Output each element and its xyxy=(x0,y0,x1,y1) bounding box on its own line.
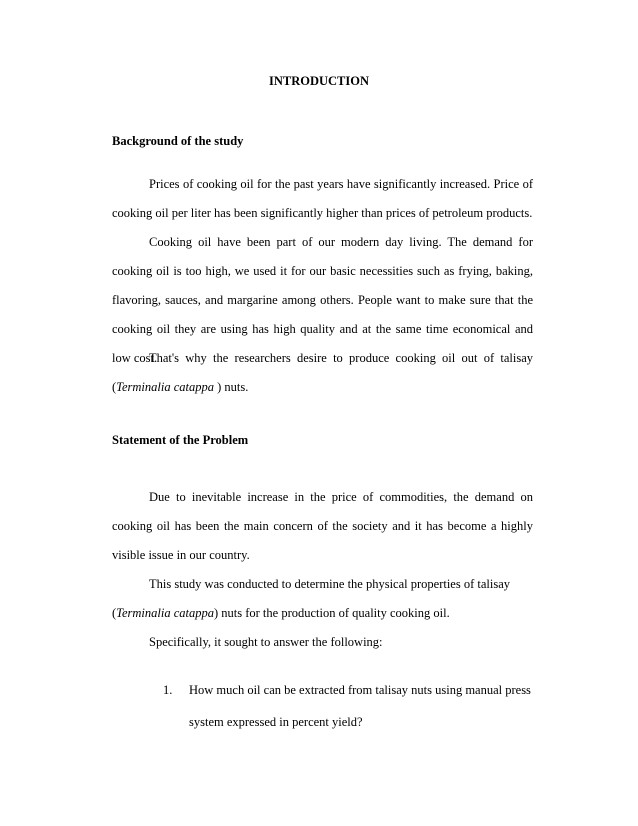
paragraph-researchers-text: That's why the researchers desire to produce cooking oil out of talisay ( xyxy=(112,351,533,394)
list-item xyxy=(163,674,543,738)
question-list xyxy=(163,674,543,738)
paragraph-study-line1: This study was conducted to determine the physical properties of talisay xyxy=(149,577,511,591)
paragraph-demand: Cooking oil have been part of our modern day living. The demand for cooking oil is too high, we used it for our basic necessities such as frying, baking, flavoring, sauces, and margarine among others. People want to make sure that the cooking oil they are using has high quality and at the same time economical and low cost. xyxy=(112,235,533,365)
list-item-text: How much oil can be extracted from talisay nuts using manual press system expressed in percent yield? xyxy=(189,683,531,729)
paragraph-specifically: Specifically, it sought to answer the following: xyxy=(149,635,383,649)
paragraph-researchers-end: ) nuts. xyxy=(213,380,249,394)
paragraph-study xyxy=(112,570,533,628)
scientific-name: Terminalia catappa xyxy=(116,606,214,620)
paragraph-study-end: ) nuts for the production of quality cooking oil. xyxy=(213,606,450,620)
paragraph-prices: Prices of cooking oil for the past years have significantly increased. Price of cooking oil per liter has been significantly higher than prices of petroleum products. xyxy=(112,177,533,220)
open-paren: ( xyxy=(112,606,117,620)
page-title: INTRODUCTION xyxy=(268,74,369,88)
paragraph-inevitable: Due to inevitable increase in the price of commodities, the demand on cooking oil has been the main concern of the society and it has become a highly visible issue in our country. xyxy=(112,490,533,562)
paragraph-researchers xyxy=(112,344,533,402)
list-item-number: 1. xyxy=(163,683,173,697)
scientific-name: Terminalia catappa xyxy=(116,380,214,394)
section-heading-background: Background of the study xyxy=(112,134,244,148)
section-heading-problem: Statement of the Problem xyxy=(112,433,249,447)
